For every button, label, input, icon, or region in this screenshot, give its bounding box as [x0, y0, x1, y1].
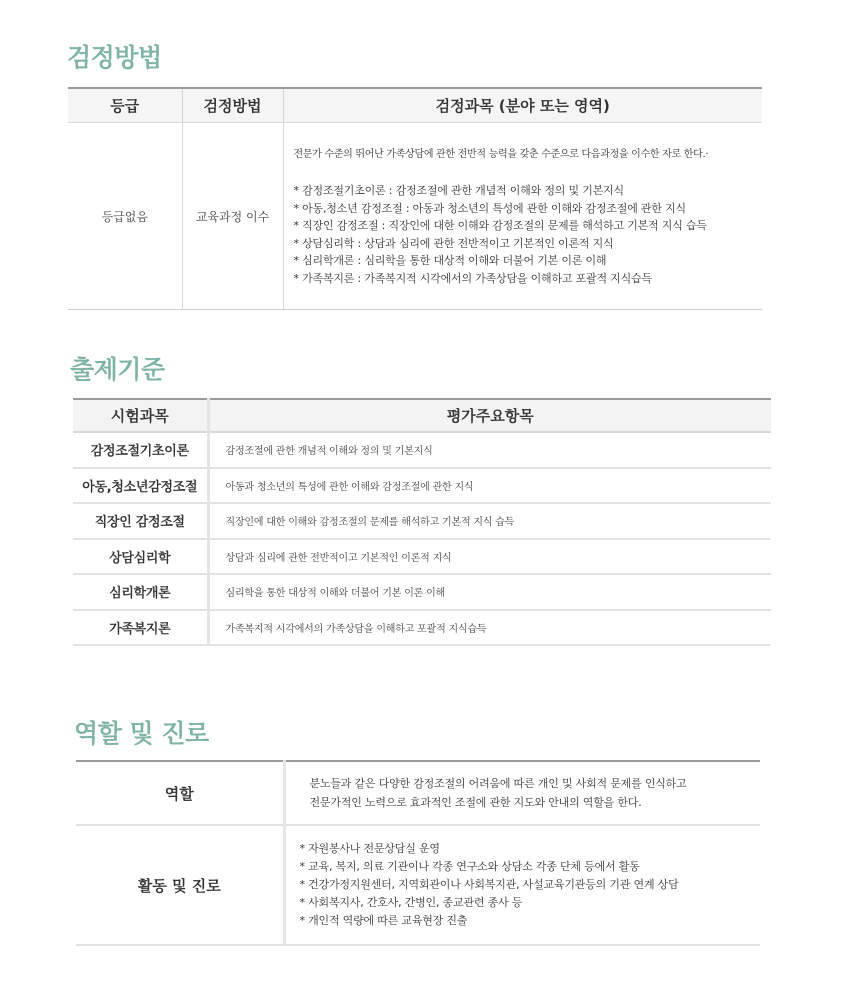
table-row — [73, 610, 771, 646]
role-line: 분노들과 같은 다양한 감정조절의 어려움에 따른 개인 및 사회적 문제를 인식하고 — [309, 777, 687, 790]
role-line: 전문가적인 노력으로 효과적인 조절에 관한 지도와 안내의 역할을 한다. — [309, 796, 642, 809]
grade-value: 등급없음 — [68, 123, 182, 310]
subject-desc: 아동과 청소년의 특성에 관한 이해와 감정조절에 관한 지식 — [208, 468, 771, 504]
subject-name: 아동,청소년감정조절 — [73, 468, 208, 504]
method-value: 교육과정 이수 — [182, 123, 283, 310]
list-item: * 직장인 감정조절 : 직장인에 대한 이해와 감정조절의 문제를 해석하고 기본적 지식 습득 — [293, 219, 707, 232]
role-career-table — [76, 760, 760, 946]
list-item: * 사회복지사, 간호사, 간병인, 종교관련 종사 등 — [299, 896, 523, 909]
table-row — [68, 123, 762, 310]
section-title-criteria: 출제기준 — [70, 355, 165, 384]
header-exam-subject: 시험과목 — [73, 399, 208, 432]
table-row — [76, 761, 760, 825]
subjects-list — [294, 182, 763, 287]
table-row — [73, 432, 771, 468]
subject-name: 직장인 감정조절 — [73, 503, 208, 539]
header-method: 검정방법 — [182, 88, 283, 123]
header-grade: 등급 — [68, 88, 182, 123]
role-label: 역할 — [76, 761, 284, 825]
section-title-role-career: 역할 및 진로 — [74, 719, 209, 748]
list-item: * 자원봉사나 전문상담실 운영 — [299, 842, 440, 855]
subject-desc: 직장인에 대한 이해와 감정조절의 문제를 해석하고 기본적 지식 습득 — [208, 503, 771, 539]
list-item: * 개인적 역량에 따른 교육현장 진출 — [299, 914, 468, 927]
activity-label: 활동 및 진로 — [76, 825, 284, 945]
table-row — [73, 503, 771, 539]
list-item: * 건강가정지원센터, 지역회관이나 사회복지관, 사설교육기관등의 기관 연계 상담 — [299, 878, 679, 891]
header-subjects: 검정과목 (분야 또는 영역) — [283, 88, 762, 123]
list-item: * 상담심리학 : 상담과 심리에 관한 전반적이고 기본적인 이론적 지식 — [293, 236, 614, 250]
list-item: * 교육, 복지, 의료 기관이나 각종 연구소와 상담소 각종 단체 등에서 활동 — [299, 860, 640, 873]
subject-desc: 가족복지적 시각에서의 가족상담을 이해하고 포괄적 지식습득 — [208, 610, 771, 646]
subject-desc: 상담과 심리에 관한 전반적이고 기본적인 이론적 지식 — [208, 539, 771, 575]
subject-name: 감정조절기초이론 — [73, 432, 208, 468]
list-item: * 감정조절기초이론 : 감정조절에 관한 개념적 이해와 정의 및 기본지식 — [293, 184, 624, 197]
subject-name: 심리학개론 — [73, 574, 208, 610]
list-item: * 가족복지론 : 가족복지적 시각에서의 가족상담을 이해하고 포괄적 지식습득 — [293, 271, 652, 285]
table-row — [76, 825, 760, 945]
table-row — [73, 539, 771, 575]
section-title-exam-method: 검정방법 — [67, 43, 162, 72]
subject-desc: 심리학을 통한 대상적 이해와 더불어 기본 이론 이해 — [208, 574, 771, 610]
table-row — [73, 574, 771, 610]
exam-method-table — [68, 87, 762, 310]
activity-cell — [284, 825, 760, 945]
subject-desc: 감정조절에 관한 개념적 이해와 정의 및 기본지식 — [208, 432, 771, 468]
list-item: * 아동,청소년 감정조절 : 아동과 청소년의 특성에 관한 이해와 감정조절에 관한 지식 — [293, 201, 686, 215]
table-header-row — [73, 399, 771, 432]
table-row — [73, 468, 771, 504]
subject-name: 상담심리학 — [73, 539, 208, 575]
role-description — [284, 761, 760, 825]
list-item: * 심리학개론 : 심리학을 통한 대상적 이해와 더불어 기본 이론 이해 — [293, 254, 607, 267]
table-header-row — [68, 88, 762, 123]
criteria-table — [73, 398, 771, 646]
subjects-cell — [283, 123, 762, 310]
subjects-intro: 전문가 수준의 뛰어난 가족상담에 관한 전반적 능력을 갖춘 수준으로 다음과정을 이수한 자로 한다.· — [293, 149, 709, 160]
activity-list — [286, 840, 761, 930]
header-evaluation-items: 평가주요항목 — [208, 399, 771, 432]
subject-name: 가족복지론 — [73, 610, 208, 646]
